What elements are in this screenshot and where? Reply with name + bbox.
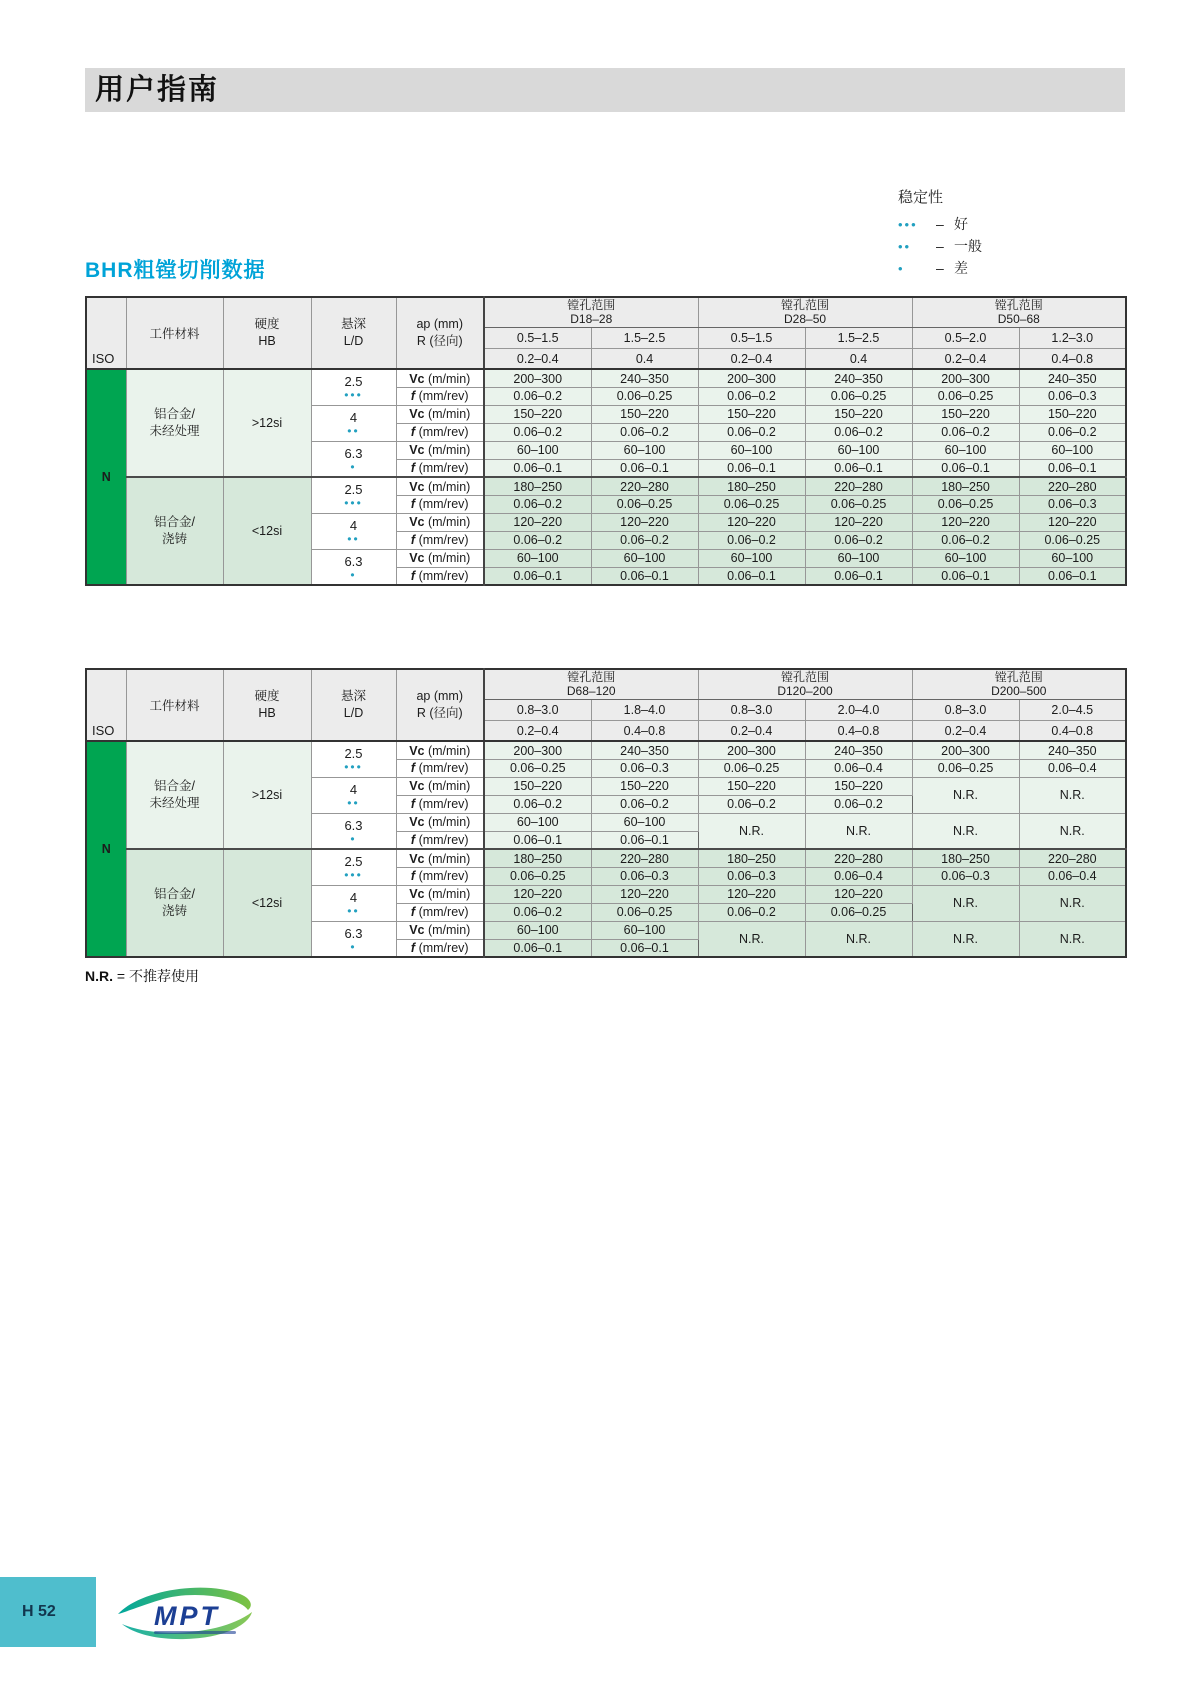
vc-value-cell: 60–100: [591, 921, 698, 939]
cutting-data-table-2: [85, 668, 1127, 958]
radial-range-header: 0.2–0.4: [698, 720, 805, 741]
ld-value: 4: [349, 781, 358, 797]
stability-dots-icon: •••: [344, 388, 363, 403]
legend-label: 一般: [954, 238, 982, 254]
f-value-cell: 0.06–0.4: [805, 867, 912, 885]
f-value-cell: 0.06–0.25: [591, 387, 698, 405]
radial-range-header: 0.4–0.8: [1019, 720, 1126, 741]
f-label-cell: f (mm/rev): [396, 567, 484, 585]
f-value-cell: 0.06–0.25: [805, 903, 912, 921]
legend-label: 差: [954, 260, 968, 276]
f-value-cell: 0.06–0.2: [698, 795, 805, 813]
vc-value-cell: 180–250: [912, 849, 1019, 867]
f-value-cell: 0.06–0.4: [1019, 759, 1126, 777]
f-value-cell: 0.06–0.2: [484, 903, 591, 921]
f-value-cell: 0.06–0.25: [912, 495, 1019, 513]
radial-range-header: 0.4: [805, 348, 912, 369]
logo-tagline-bar: [154, 1631, 236, 1634]
nr-cell: N.R.: [1019, 813, 1126, 849]
bore-range-header: 镗孔范围 D28–50: [698, 297, 912, 327]
vc-value-cell: 150–220: [591, 777, 698, 795]
vc-value-cell: 60–100: [805, 441, 912, 459]
ap-column-header: ap (mm) R (径向): [396, 669, 484, 741]
ld-value: 2.5: [344, 482, 363, 498]
ap-range-header: 0.5–1.5: [484, 327, 591, 348]
ld-value: 4: [349, 409, 358, 425]
nr-cell: N.R.: [698, 921, 805, 957]
vc-value-cell: 200–300: [484, 369, 591, 387]
iso-n-cell: N: [86, 741, 126, 957]
ld-cell: [311, 813, 396, 849]
f-value-cell: 0.06–0.25: [698, 759, 805, 777]
nr-cell: N.R.: [698, 813, 805, 849]
ap-range-header: 1.2–3.0: [1019, 327, 1126, 348]
vc-value-cell: 220–280: [1019, 849, 1126, 867]
vc-label-cell: Vc (m/min): [396, 477, 484, 495]
nr-footnote: [85, 966, 199, 986]
f-value-cell: 0.06–0.2: [484, 795, 591, 813]
ap-range-header: 0.5–2.0: [912, 327, 1019, 348]
vc-value-cell: 180–250: [484, 477, 591, 495]
material-column-header: 工件材料: [126, 297, 223, 369]
vc-value-cell: 120–220: [698, 513, 805, 531]
vc-label-cell: Vc (m/min): [396, 369, 484, 387]
vc-value-cell: 120–220: [484, 513, 591, 531]
material-cell: 铝合金/ 浇铸: [126, 849, 223, 957]
legend-dash: –: [936, 216, 944, 232]
f-value-cell: 0.06–0.3: [698, 867, 805, 885]
ap-range-header: 1.5–2.5: [805, 327, 912, 348]
vc-value-cell: 150–220: [698, 777, 805, 795]
vc-value-cell: 200–300: [912, 369, 1019, 387]
f-value-cell: 0.06–0.3: [1019, 387, 1126, 405]
section-title: BHR粗镗切削数据: [85, 259, 266, 282]
vc-value-cell: 220–280: [1019, 477, 1126, 495]
nr-cell: N.R.: [1019, 777, 1126, 813]
ld-value: 6.3: [344, 817, 363, 833]
f-value-cell: 0.06–0.2: [484, 423, 591, 441]
table-row: [86, 477, 1126, 495]
stability-legend: [898, 186, 1058, 279]
f-value-cell: 0.06–0.2: [484, 531, 591, 549]
hardness-cell: >12si: [223, 741, 311, 849]
nr-cell: N.R.: [912, 885, 1019, 921]
stability-dots-icon: ••: [347, 423, 360, 438]
f-value-cell: 0.06–0.1: [591, 831, 698, 849]
vc-value-cell: 60–100: [484, 441, 591, 459]
ld-value: 6.3: [344, 553, 363, 569]
vc-value-cell: 240–350: [591, 741, 698, 759]
material-cell: 铝合金/ 浇铸: [126, 477, 223, 585]
f-value-cell: 0.06–0.3: [591, 759, 698, 777]
f-value-cell: 0.06–0.2: [698, 903, 805, 921]
legend-item-average: [898, 235, 1058, 257]
f-value-cell: 0.06–0.1: [1019, 567, 1126, 585]
f-value-cell: 0.06–0.2: [805, 423, 912, 441]
ld-cell: [311, 477, 396, 513]
ap-range-header: 1.5–2.5: [591, 327, 698, 348]
f-value-cell: 0.06–0.3: [1019, 495, 1126, 513]
f-value-cell: 0.06–0.4: [1019, 867, 1126, 885]
legend-item-good: [898, 213, 1058, 235]
three-dots-icon: •••: [898, 216, 918, 232]
legend-label: 好: [954, 216, 968, 232]
vc-value-cell: 150–220: [805, 405, 912, 423]
ap-range-header: 0.8–3.0: [912, 699, 1019, 720]
ld-cell: [311, 777, 396, 813]
nr-cell: N.R.: [805, 813, 912, 849]
vc-value-cell: 60–100: [698, 441, 805, 459]
vc-value-cell: 120–220: [484, 885, 591, 903]
stability-dots-icon: •: [350, 939, 357, 954]
bore-range-header: 镗孔范围 D18–28: [484, 297, 698, 327]
radial-range-header: 0.2–0.4: [912, 348, 1019, 369]
f-value-cell: 0.06–0.25: [1019, 531, 1126, 549]
vc-value-cell: 180–250: [698, 477, 805, 495]
vc-value-cell: 120–220: [912, 513, 1019, 531]
vc-value-cell: 120–220: [698, 885, 805, 903]
ld-cell: [311, 405, 396, 441]
material-cell: 铝合金/ 未经处理: [126, 369, 223, 477]
vc-value-cell: 60–100: [591, 813, 698, 831]
vc-value-cell: 150–220: [591, 405, 698, 423]
f-value-cell: 0.06–0.3: [912, 867, 1019, 885]
radial-range-header: 0.2–0.4: [698, 348, 805, 369]
ld-value: 4: [349, 517, 358, 533]
vc-value-cell: 180–250: [912, 477, 1019, 495]
table-row: [86, 369, 1126, 387]
ld-cell: [311, 921, 396, 957]
f-value-cell: 0.06–0.25: [591, 903, 698, 921]
vc-value-cell: 200–300: [698, 741, 805, 759]
f-label-cell: f (mm/rev): [396, 795, 484, 813]
logo-swoosh: [112, 1578, 262, 1648]
nr-cell: N.R.: [912, 813, 1019, 849]
f-value-cell: 0.06–0.2: [484, 387, 591, 405]
nr-cell: N.R.: [912, 777, 1019, 813]
vc-value-cell: 240–350: [1019, 741, 1126, 759]
f-label-cell: f (mm/rev): [396, 867, 484, 885]
one-dot-icon: •: [898, 260, 905, 276]
f-value-cell: 0.06–0.2: [1019, 423, 1126, 441]
f-value-cell: 0.06–0.1: [912, 567, 1019, 585]
f-value-cell: 0.06–0.25: [912, 387, 1019, 405]
f-value-cell: 0.06–0.2: [698, 423, 805, 441]
stability-dots-icon: •: [350, 459, 357, 474]
vc-value-cell: 150–220: [912, 405, 1019, 423]
f-label-cell: f (mm/rev): [396, 531, 484, 549]
ap-range-header: 0.5–1.5: [698, 327, 805, 348]
stability-dots-icon: •••: [344, 496, 363, 511]
vc-value-cell: 60–100: [591, 441, 698, 459]
page-number: H 52: [22, 1603, 56, 1620]
f-value-cell: 0.06–0.2: [805, 795, 912, 813]
nr-cell: N.R.: [1019, 921, 1126, 957]
radial-range-header: 0.2–0.4: [912, 720, 1019, 741]
ld-cell: [311, 885, 396, 921]
bore-range-header: 镗孔范围 D200–500: [912, 669, 1126, 699]
f-value-cell: 0.06–0.1: [912, 459, 1019, 477]
legend-dash: –: [936, 238, 944, 254]
vc-label-cell: Vc (m/min): [396, 741, 484, 759]
f-label-cell: f (mm/rev): [396, 459, 484, 477]
hardness-cell: <12si: [223, 477, 311, 585]
ld-cell: [311, 849, 396, 885]
ap-range-header: 0.8–3.0: [698, 699, 805, 720]
vc-value-cell: 60–100: [1019, 549, 1126, 567]
f-value-cell: 0.06–0.1: [484, 939, 591, 957]
f-value-cell: 0.06–0.2: [591, 423, 698, 441]
vc-value-cell: 60–100: [912, 549, 1019, 567]
stability-dots-icon: •: [350, 831, 357, 846]
iso-column-header: ISO: [86, 297, 126, 369]
vc-label-cell: Vc (m/min): [396, 549, 484, 567]
f-value-cell: 0.06–0.25: [912, 759, 1019, 777]
stability-dots-icon: ••: [347, 903, 360, 918]
f-value-cell: 0.06–0.25: [805, 495, 912, 513]
vc-value-cell: 60–100: [805, 549, 912, 567]
vc-value-cell: 120–220: [591, 513, 698, 531]
ap-column-header: ap (mm) R (径向): [396, 297, 484, 369]
vc-value-cell: 220–280: [591, 849, 698, 867]
ld-cell: [311, 441, 396, 477]
vc-value-cell: 200–300: [484, 741, 591, 759]
stability-dots-icon: •••: [344, 868, 363, 883]
legend-dash: –: [936, 260, 944, 276]
ld-cell: [311, 513, 396, 549]
ld-cell: [311, 369, 396, 405]
cutting-data-table-1-container: [85, 296, 1127, 586]
ld-cell: [311, 741, 396, 777]
iso-n-cell: N: [86, 369, 126, 585]
vc-value-cell: 240–350: [1019, 369, 1126, 387]
vc-value-cell: 60–100: [698, 549, 805, 567]
vc-value-cell: 120–220: [591, 885, 698, 903]
vc-value-cell: 220–280: [805, 477, 912, 495]
f-value-cell: 0.06–0.1: [698, 459, 805, 477]
ld-value: 4: [349, 889, 358, 905]
vc-value-cell: 150–220: [805, 777, 912, 795]
cutting-data-table-1: [85, 296, 1127, 586]
vc-value-cell: 240–350: [591, 369, 698, 387]
vc-value-cell: 120–220: [1019, 513, 1126, 531]
ld-value: 2.5: [344, 374, 363, 390]
vc-value-cell: 150–220: [1019, 405, 1126, 423]
f-label-cell: f (mm/rev): [396, 423, 484, 441]
stability-dots-icon: ••: [347, 795, 360, 810]
table-row: [86, 849, 1126, 867]
ld-value: 6.3: [344, 925, 363, 941]
f-value-cell: 0.06–0.1: [698, 567, 805, 585]
ld-value: 2.5: [344, 746, 363, 762]
ld-cell: [311, 549, 396, 585]
overhang-column-header: 悬深 L/D: [311, 297, 396, 369]
f-value-cell: 0.06–0.1: [484, 459, 591, 477]
nr-cell: N.R.: [912, 921, 1019, 957]
bore-range-header: 镗孔范围 D68–120: [484, 669, 698, 699]
f-value-cell: 0.06–0.25: [484, 867, 591, 885]
f-value-cell: 0.06–0.1: [484, 567, 591, 585]
radial-range-header: 0.2–0.4: [484, 348, 591, 369]
vc-value-cell: 240–350: [805, 741, 912, 759]
vc-value-cell: 60–100: [484, 921, 591, 939]
f-value-cell: 0.06–0.2: [698, 387, 805, 405]
vc-value-cell: 60–100: [1019, 441, 1126, 459]
vc-value-cell: 60–100: [484, 813, 591, 831]
ap-range-header: 2.0–4.5: [1019, 699, 1126, 720]
ld-value: 2.5: [344, 854, 363, 870]
f-value-cell: 0.06–0.3: [591, 867, 698, 885]
bore-range-header: 镗孔范围 D120–200: [698, 669, 912, 699]
cutting-data-table-2-container: [85, 668, 1127, 958]
table-row: [86, 741, 1126, 759]
f-label-cell: f (mm/rev): [396, 831, 484, 849]
f-value-cell: 0.06–0.2: [591, 531, 698, 549]
hardness-column-header: 硬度 HB: [223, 297, 311, 369]
f-value-cell: 0.06–0.2: [591, 795, 698, 813]
iso-column-header: ISO: [86, 669, 126, 741]
page-title: 用户指南: [95, 74, 220, 106]
logo-text: MPT: [154, 1601, 220, 1631]
material-cell: 铝合金/ 未经处理: [126, 741, 223, 849]
f-value-cell: 0.06–0.1: [805, 459, 912, 477]
vc-label-cell: Vc (m/min): [396, 813, 484, 831]
nr-cell: N.R.: [805, 921, 912, 957]
stability-dots-icon: •: [350, 567, 357, 582]
legend-title: 稳定性: [898, 189, 944, 206]
f-value-cell: 0.06–0.1: [591, 939, 698, 957]
vc-value-cell: 150–220: [484, 405, 591, 423]
f-label-cell: f (mm/rev): [396, 939, 484, 957]
nr-abbrev: N.R.: [85, 968, 113, 984]
f-value-cell: 0.06–0.2: [912, 531, 1019, 549]
f-value-cell: 0.06–0.1: [591, 567, 698, 585]
f-value-cell: 0.06–0.2: [484, 495, 591, 513]
radial-range-header: 0.4–0.8: [591, 720, 698, 741]
vc-value-cell: 150–220: [698, 405, 805, 423]
vc-value-cell: 240–350: [805, 369, 912, 387]
vc-value-cell: 150–220: [484, 777, 591, 795]
f-value-cell: 0.06–0.2: [805, 531, 912, 549]
radial-range-header: 0.4–0.8: [805, 720, 912, 741]
legend-item-poor: [898, 257, 1058, 279]
f-value-cell: 0.06–0.25: [484, 759, 591, 777]
vc-value-cell: 120–220: [805, 885, 912, 903]
vc-value-cell: 200–300: [698, 369, 805, 387]
ld-value: 6.3: [344, 445, 363, 461]
f-value-cell: 0.06–0.2: [698, 531, 805, 549]
f-label-cell: f (mm/rev): [396, 903, 484, 921]
f-value-cell: 0.06–0.2: [912, 423, 1019, 441]
hardness-column-header: 硬度 HB: [223, 669, 311, 741]
vc-label-cell: Vc (m/min): [396, 921, 484, 939]
f-label-cell: f (mm/rev): [396, 495, 484, 513]
f-value-cell: 0.06–0.1: [484, 831, 591, 849]
nr-cell: N.R.: [1019, 885, 1126, 921]
ap-range-header: 1.8–4.0: [591, 699, 698, 720]
material-column-header: 工件材料: [126, 669, 223, 741]
vc-label-cell: Vc (m/min): [396, 885, 484, 903]
f-label-cell: f (mm/rev): [396, 759, 484, 777]
nr-definition: = 不推荐使用: [113, 968, 199, 984]
stability-dots-icon: ••: [347, 531, 360, 546]
vc-value-cell: 60–100: [912, 441, 1019, 459]
hardness-cell: >12si: [223, 369, 311, 477]
vc-label-cell: Vc (m/min): [396, 513, 484, 531]
f-value-cell: 0.06–0.1: [1019, 459, 1126, 477]
f-label-cell: f (mm/rev): [396, 387, 484, 405]
vc-value-cell: 220–280: [805, 849, 912, 867]
vc-label-cell: Vc (m/min): [396, 441, 484, 459]
vc-label-cell: Vc (m/min): [396, 405, 484, 423]
ap-range-header: 0.8–3.0: [484, 699, 591, 720]
vc-value-cell: 180–250: [484, 849, 591, 867]
bore-range-header: 镗孔范围 D50–68: [912, 297, 1126, 327]
mpt-logo: [112, 1578, 262, 1648]
f-value-cell: 0.06–0.4: [805, 759, 912, 777]
page-header-bar: [85, 68, 1125, 112]
vc-value-cell: 200–300: [912, 741, 1019, 759]
vc-value-cell: 180–250: [698, 849, 805, 867]
vc-value-cell: 120–220: [805, 513, 912, 531]
f-value-cell: 0.06–0.25: [698, 495, 805, 513]
page-number-box: [0, 1577, 96, 1647]
radial-range-header: 0.2–0.4: [484, 720, 591, 741]
ap-range-header: 2.0–4.0: [805, 699, 912, 720]
vc-label-cell: Vc (m/min): [396, 777, 484, 795]
vc-value-cell: 60–100: [484, 549, 591, 567]
radial-range-header: 0.4–0.8: [1019, 348, 1126, 369]
hardness-cell: <12si: [223, 849, 311, 957]
overhang-column-header: 悬深 L/D: [311, 669, 396, 741]
f-value-cell: 0.06–0.1: [591, 459, 698, 477]
stability-dots-icon: •••: [344, 760, 363, 775]
vc-label-cell: Vc (m/min): [396, 849, 484, 867]
f-value-cell: 0.06–0.25: [805, 387, 912, 405]
two-dots-icon: ••: [898, 238, 912, 254]
radial-range-header: 0.4: [591, 348, 698, 369]
vc-value-cell: 220–280: [591, 477, 698, 495]
f-value-cell: 0.06–0.1: [805, 567, 912, 585]
f-value-cell: 0.06–0.25: [591, 495, 698, 513]
vc-value-cell: 60–100: [591, 549, 698, 567]
